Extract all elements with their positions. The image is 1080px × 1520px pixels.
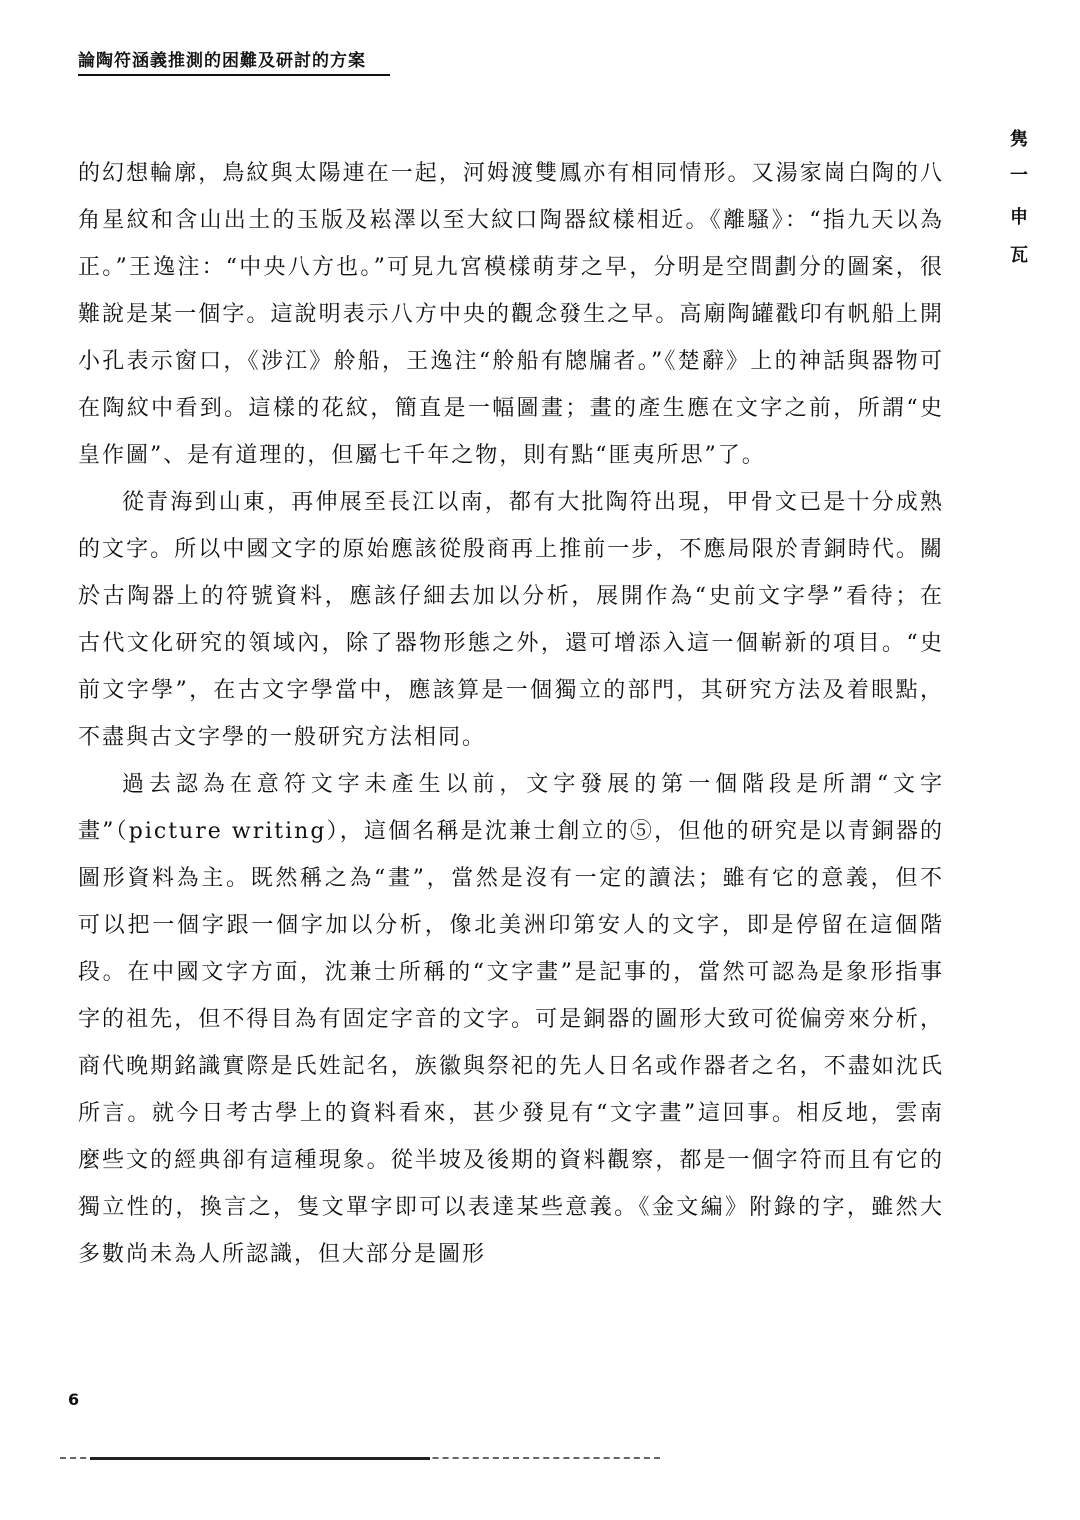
margin-mark: 一 <box>1010 165 1028 186</box>
paragraph: 的幻想輪廓，鳥紋與太陽連在一起，河姆渡雙鳳亦有相同情形。又湯家崗白陶的八角星紋和含山出土的玉版及崧澤以至大紋口陶器紋樣相近。《離騷》：“指九天以為正。”王逸注：“中央八方也。”可見九宮模樣萌芽之早，分明是空間劃分的圖案，很難說是某一個字。這說明表示八方中央的觀念發生之早。高廟陶罐戳印有帆船上開小孔表示窗口，《涉江》舲船，王逸注“舲船有牕牖者。”《楚辭》上的神話與器物可在陶紋中看到。這樣的花紋，簡直是一幅圖畫；畫的產生應在文字之前，所謂“史皇作圖”、是有道理的，但屬七千年之物，則有點“匪夷所思”了。 <box>78 161 944 468</box>
running-header: 論陶符涵義推測的困難及研討的方案 <box>78 51 366 71</box>
paragraph: 從青海到山東，再伸展至長江以南，都有大批陶符出現，甲骨文已是十分成熟的文字。所以中國文字的原始應該從殷商再上推前一步，不應局限於青銅時代。關於古陶器上的符號資料，應該仔細去加以分析，展開作為“史前文字學”看待；在古代文化研究的領域內，除了器物形態之外，還可增添入這一個嶄新的項目。“史前文字學”，在古文字學當中，應該算是一個獨立的部門，其研究方法及着眼點，不盡與古文字學的一般研究方法相同。 <box>78 490 944 750</box>
page-number: 6 <box>68 1390 80 1409</box>
margin-mark: 申 <box>1010 207 1028 228</box>
margin-mark: 瓦 <box>1010 245 1028 266</box>
body-text <box>78 150 944 1278</box>
bottom-rule-solid <box>90 1457 430 1460</box>
paragraph: 過去認為在意符文字未產生以前，文字發展的第一個階段是所謂“文字畫”（picture writing），這個名稱是沈兼士創立的⑤，但他的研究是以青銅器的圖形資料為主。既然稱之為“畫”，當然是沒有一定的讀法；雖有它的意義，但不可以把一個字跟一個字加以分析，像北美洲印第安人的文字，即是停留在這個階段。在中國文字方面，沈兼士所稱的“文字畫”是記事的，當然可認為是象形指事字的祖先，但不得目為有固定字音的文字。可是銅器的圖形大致可從偏旁來分析，商代晚期銘識實際是氏姓記名，族徽與祭祀的先人日名或作器者之名，不盡如沈氏所言。就今日考古學上的資料看來，甚少發見有“文字畫”這回事。相反地，雲南麼些文的經典卻有這種現象。從半坡及後期的資料觀察，都是一個字符而且有它的獨立性的，換言之，隻文單字即可以表達某些意義。《金文編》附錄的字，雖然大多數尚未為人所認識，但大部分是圖形 <box>78 772 944 1267</box>
margin-mark: 隽 <box>1010 129 1028 150</box>
header-rule <box>78 74 390 76</box>
